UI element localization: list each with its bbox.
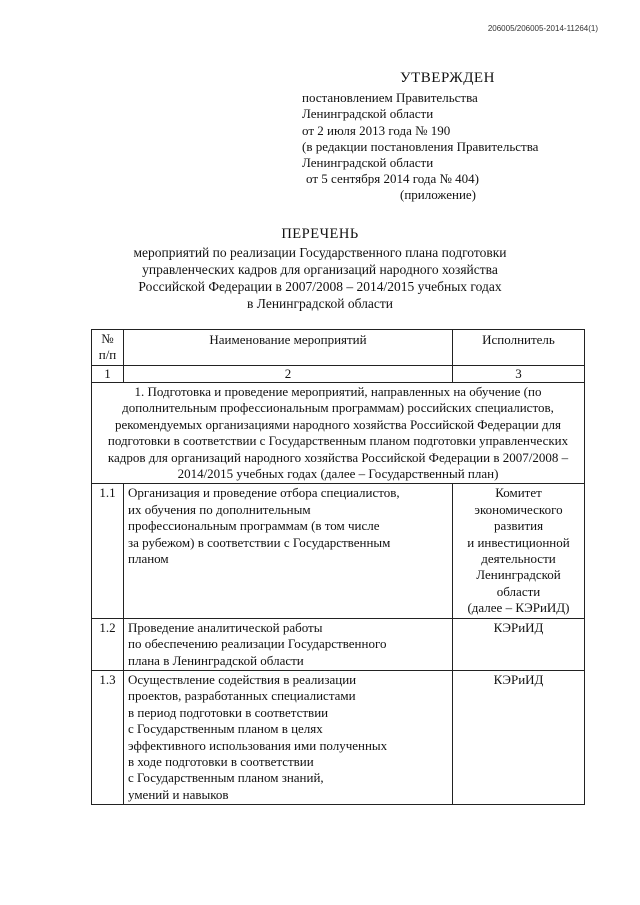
header-num: № п/п: [92, 330, 124, 366]
executor-line: деятельности: [481, 551, 556, 567]
row-executor: [453, 670, 585, 804]
measure-line: профессиональным программам (в том числе: [128, 518, 380, 534]
measure-line: умений и навыков: [128, 786, 229, 802]
document-stamp: 206005/206005-2014-11264(1): [487, 24, 598, 33]
column-number-row: [92, 366, 585, 383]
row-number: 1.3: [92, 670, 124, 804]
table-row: [92, 484, 585, 618]
measures-table: [91, 329, 585, 805]
approval-line: от 5 сентября 2014 года № 404): [306, 171, 479, 187]
measure-line: в период подготовки в соответствии: [128, 704, 329, 720]
measure-line: с Государственным планом в целях: [128, 721, 323, 737]
measure-line: Осуществление содействия в реализации: [128, 671, 357, 687]
executor-line: области: [496, 583, 541, 599]
table-row: [92, 670, 585, 804]
row-number: 1.1: [92, 484, 124, 618]
executor-line: (далее – КЭРиИД): [467, 600, 570, 616]
approval-block: [302, 70, 602, 204]
measure-line: Организация и проведение отбора специалистов,: [128, 485, 400, 501]
approval-line: от 2 июля 2013 года № 190: [302, 122, 451, 138]
column-number: 1: [92, 366, 124, 383]
table-row: [92, 618, 585, 670]
approval-line: (приложение): [400, 187, 477, 203]
title-line: Российской Федерации в 2007/2008 – 2014/2015 учебных годах: [138, 279, 502, 294]
title-line: мероприятий по реализации Государственного плана подготовки: [133, 245, 507, 260]
row-measure: [124, 670, 453, 804]
executor-line: развития: [493, 518, 544, 534]
column-number: 3: [453, 366, 585, 383]
approval-line: постановлением Правительства: [302, 90, 478, 106]
executor-line: КЭРиИД: [493, 619, 544, 635]
row-executor: [453, 618, 585, 670]
approval-heading: УТВЕРЖДЕН: [400, 70, 495, 86]
header-name: Наименование мероприятий: [124, 330, 453, 366]
executor-line: КЭРиИД: [493, 671, 544, 687]
title-line: в Ленинградской области: [247, 296, 393, 311]
measure-line: планом: [128, 551, 169, 567]
measure-line: за рубежом) в соответствии с Государственным: [128, 534, 391, 550]
header-executor: Исполнитель: [453, 330, 585, 366]
measure-line: эффективного использования ими полученных: [128, 737, 388, 753]
measure-line: в ходе подготовки в соответствии: [128, 753, 314, 769]
measure-line: плана в Ленинградской области: [128, 652, 304, 668]
title-line: управленческих кадров для организаций народного хозяйства: [142, 262, 498, 277]
measure-line: Проведение аналитической работы: [128, 619, 323, 635]
column-number: 2: [124, 366, 453, 383]
document-title: [60, 226, 580, 312]
title-main: ПЕРЕЧЕНЬ: [281, 226, 359, 242]
measure-line: их обучения по дополнительным: [128, 501, 311, 517]
row-measure: [124, 618, 453, 670]
executor-line: Комитет: [495, 485, 542, 501]
executor-line: Ленинградской: [476, 567, 561, 583]
row-executor: [453, 484, 585, 618]
executor-line: экономического: [474, 501, 563, 517]
measure-line: по обеспечению реализации Государственного: [128, 636, 387, 652]
row-measure: [124, 484, 453, 618]
table-header-row: [92, 330, 585, 366]
section-row: [92, 383, 585, 484]
approval-line: Ленинградской области: [302, 155, 434, 171]
measure-line: проектов, разработанных специалистами: [128, 688, 356, 704]
executor-line: и инвестиционной: [467, 534, 570, 550]
section-heading: 1. Подготовка и проведение мероприятий, направленных на обучение (по дополнительным профессиональным программам) российских специалистов, рекомендуемых организациями народного хозяйства Российской Федерации для подготовки в соответствии с Государственным планом подготовки управленческих кадров для организаций народного хозяйства Российской Федерации в 2007/2008 – 2014/2015 учебных годах (далее – Государственный план): [92, 383, 585, 484]
approval-line: Ленинградской области: [302, 106, 434, 122]
approval-line: (в редакции постановления Правительства: [302, 138, 539, 154]
row-number: 1.2: [92, 618, 124, 670]
measure-line: с Государственным планом знаний,: [128, 770, 324, 786]
